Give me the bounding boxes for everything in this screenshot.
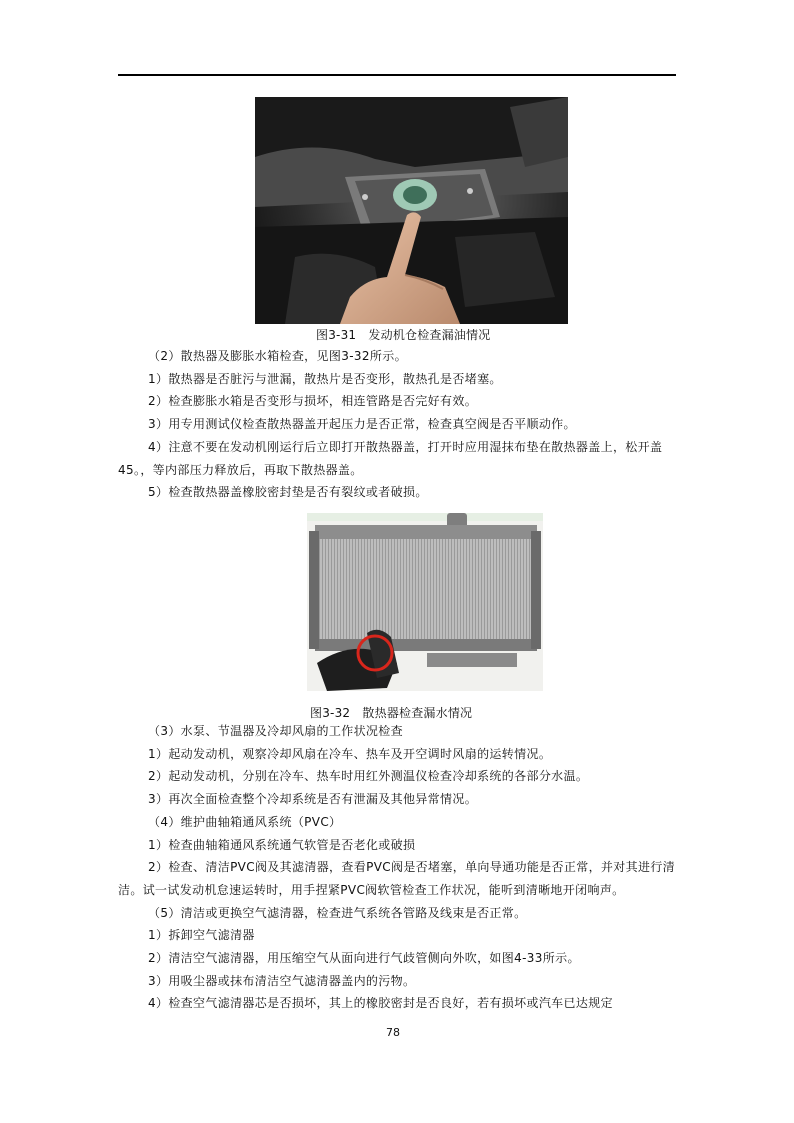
page-number: 78 [386,1026,400,1039]
figure-caption: 图3-31 发动机仓检查漏油情况 [316,328,491,342]
engine-oil-leak-photo [255,97,568,324]
paragraph: 1）散热器是否脏污与泄漏，散热片是否变形，散热孔是否堵塞。 [148,371,502,386]
paragraph: 2）检查、清洁PVC阀及其滤清器，查看PVC阀是否堵塞，单向导通功能是否正常，并对其进行清洁。试一试发动机怠速运转时，用手捏紧PVC阀软管检查工作状况，能听到清晰地开闭响声。 [118,860,676,897]
paragraph: 3）用专用测试仪检查散热器盖开起压力是否正常，检查真空阀是否平顺动作。 [148,417,576,432]
paragraph: 5）检查散热器盖橡胶密封垫是否有裂纹或者破损。 [148,485,428,500]
paragraph: 2）清洁空气滤清器，用压缩空气从面向进行气歧管侧向外吹，如图4-33所示。 [148,951,580,966]
header-rule [118,74,676,76]
paragraph: 2）起动发动机，分别在冷车、热车时用红外测温仪检查冷却系统的各部分水温。 [148,769,589,784]
paragraph: 2）检查膨胀水箱是否变形与损坏，相连管路是否完好有效。 [148,394,478,409]
paragraph: 3）再次全面检查整个冷却系统是否有泄漏及其他异常情况。 [148,792,478,807]
radiator-leak-photo [307,513,543,691]
paragraph: （4）维护曲轴箱通风系统（PVC） [148,814,342,829]
paragraph: 4）检查空气滤清器芯是否损坏，其上的橡胶密封是否良好，若有损坏或汽车已达规定 [148,996,613,1011]
radiator-section [118,345,678,504]
paragraph: （2）散热器及膨胀水箱检查，见图3-32所示。 [148,349,407,363]
paragraph: （3）水泵、节温器及冷却风扇的工作状况检查 [148,724,403,738]
maintenance-section [118,720,678,1015]
paragraph: 3）用吸尘器或抹布清洁空气滤清器盖内的污物。 [148,973,416,988]
paragraph: 1）拆卸空气滤清器 [148,928,255,943]
paragraph: 1）检查曲轴箱通风系统通气软管是否老化或破损 [148,837,416,852]
paragraph: 4）注意不要在发动机刚运行后立即打开散热器盖，打开时应用湿抹布垫在散热器盖上，松开盖45。，等内部压力释放后，再取下散热器盖。 [118,439,663,477]
paragraph: （5）清洁或更换空气滤清器，检查进气系统各管路及线束是否正常。 [148,905,527,920]
figure-caption: 图3-32 散热器检查漏水情况 [310,706,473,720]
paragraph: 1）起动发动机，观察冷却风扇在冷车、热车及开空调时风扇的运转情况。 [148,746,552,761]
